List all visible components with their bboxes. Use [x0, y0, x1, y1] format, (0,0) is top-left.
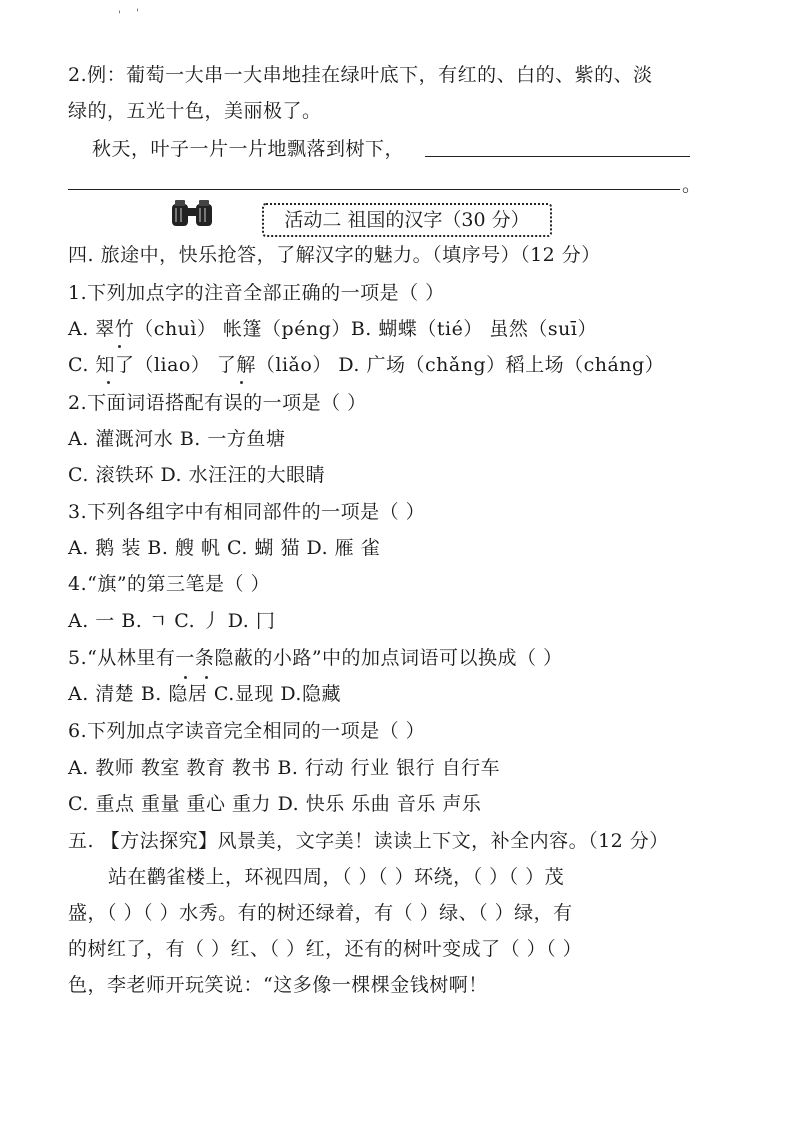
q6-options-ab: A. 教师 教室 教育 教书 B. 行动 行业 银行 自行车 — [68, 757, 501, 779]
q2-options-ab: A. 灌溉河水 B. 一方鱼塘 — [68, 428, 286, 450]
q6-options-cd: C. 重点 重量 重心 重力 D. 快乐 乐曲 音乐 声乐 — [68, 793, 482, 815]
q5-options: A. 清楚 B. 隐居 C.显现 D.隐藏 — [68, 683, 341, 705]
q6-stem: 6.下列加点字读音完全相同的一项是（ ） — [68, 720, 426, 742]
example-line-1: 2.例：葡萄一大串一大串地挂在绿叶底下，有红的、白的、紫的、淡 — [68, 64, 653, 86]
activity-title: 活动二 祖国的汉字（30 分） — [262, 203, 552, 237]
section5-para-line-3: 的树红了，有（ ）红、（ ）红，还有的树叶变成了（ ）（ ） — [68, 938, 583, 960]
q1-stem: 1.下列加点字的注音全部正确的一项是（ ） — [68, 282, 445, 304]
emphasis-dot — [118, 345, 121, 348]
q2-options-cd: C. 滚铁环 D. 水汪汪的大眼睛 — [68, 464, 326, 486]
q4-stem: 4.“旗”的第三笔是（ ） — [68, 573, 271, 595]
q1-options-cd: C. 知了（liao） 了解（liǎo） D. 广场（chǎng）稻上场（cháng） — [68, 354, 665, 376]
example-line-2: 绿的，五光十色，美丽极了。 — [68, 100, 322, 122]
q5-stem: 5.“从林里有一条隐蔽的小路”中的加点词语可以换成（ ） — [68, 647, 563, 669]
q3-stem: 3.下列各组字中有相同部件的一项是（ ） — [68, 501, 426, 523]
section5-heading: 五. 【方法探究】风景美，文字美！读读上下文，补全内容。（12 分） — [68, 830, 669, 852]
scan-mark: ' — [136, 8, 139, 19]
emphasis-dot — [240, 381, 243, 384]
autumn-prompt: 秋天，叶子一片一片地飘落到树下， — [92, 138, 405, 160]
emphasis-dot — [205, 676, 208, 679]
emphasis-dot — [107, 381, 110, 384]
answer-blank-1[interactable] — [425, 156, 690, 157]
scan-mark: ' — [118, 10, 121, 21]
blank-end-mark: 。 — [682, 174, 702, 196]
q2-stem: 2.下面词语搭配有误的一项是（ ） — [68, 392, 367, 414]
answer-blank-2[interactable] — [68, 189, 680, 190]
section4-heading: 四. 旅途中，快乐抢答，了解汉字的魅力。（填序号）（12 分） — [68, 244, 601, 266]
q3-options: A. 鹅 装 B. 艘 帆 C. 蝴 猫 D. 雁 雀 — [68, 537, 381, 559]
q1-options-ab: A. 翠竹（chuì） 帐篷（péng）B. 蝴蝶（tié） 虽然（suī） — [68, 318, 597, 340]
section5-para-line-4: 色，李老师开玩笑说：“这多像一棵棵金钱树啊！ — [68, 974, 488, 996]
section5-para-line-1: 站在鹳雀楼上，环视四周，（ ）（ ）环绕，（ ）（ ）茂 — [108, 866, 565, 888]
q4-options: A. 一 B. ㄱ C. 丿 D. 冂 — [68, 610, 276, 632]
emphasis-dot — [184, 676, 187, 679]
binoculars-icon — [170, 198, 214, 230]
section5-para-line-2: 盛，（ ）（ ）水秀。有的树还绿着，有（ ）绿、（ ）绿，有 — [68, 902, 573, 924]
